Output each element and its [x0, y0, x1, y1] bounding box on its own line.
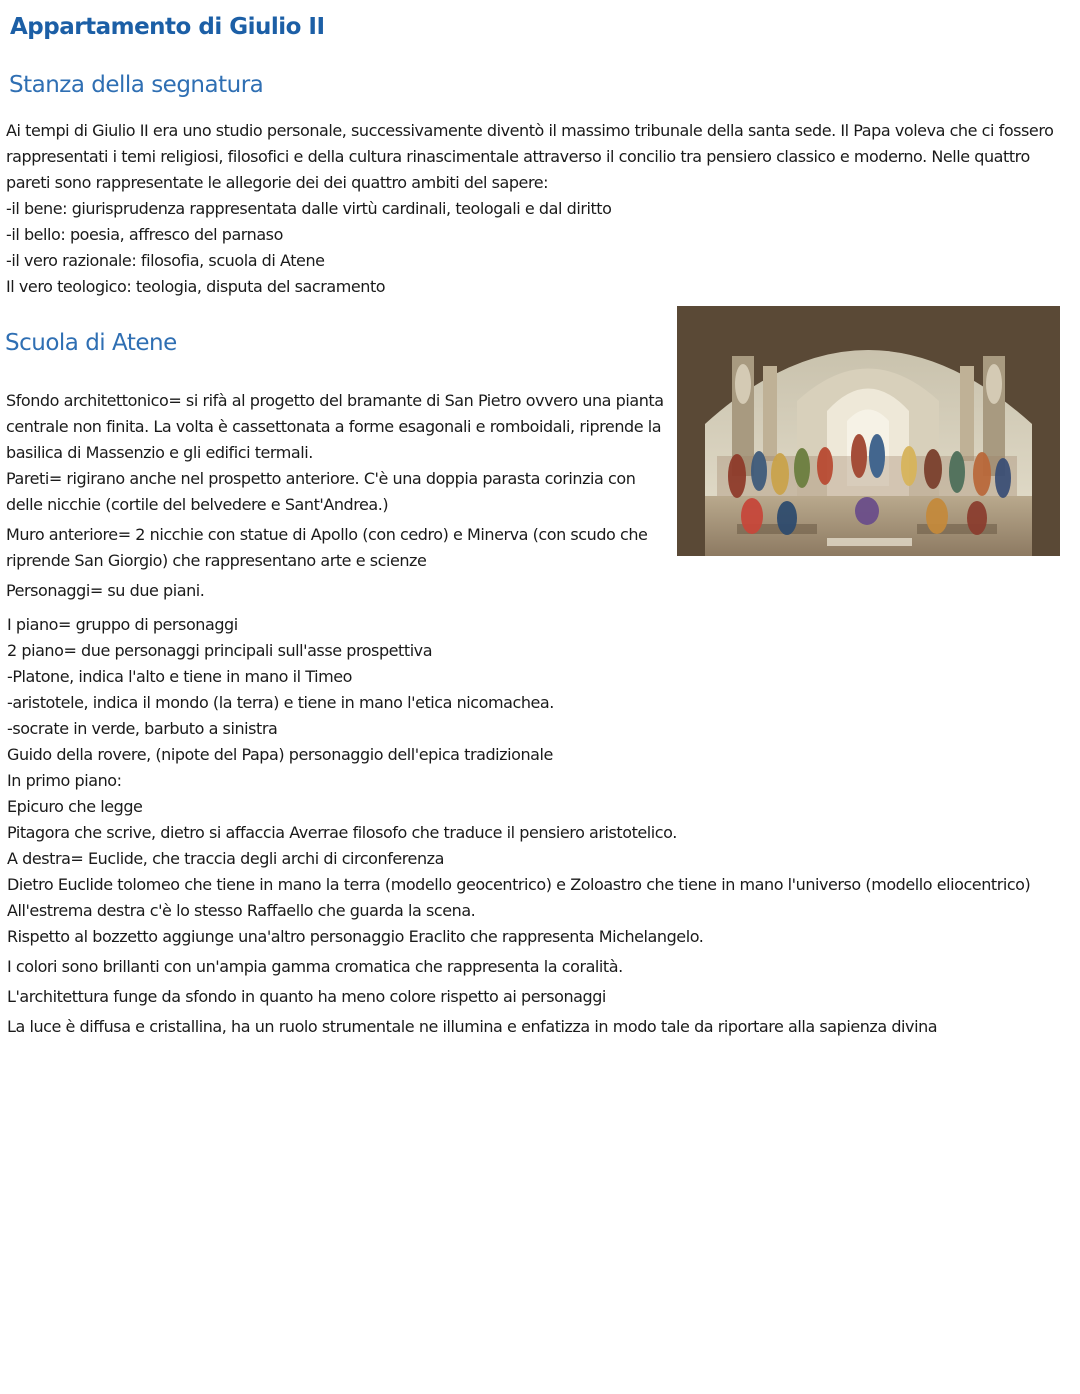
list-item: Epicuro che legge	[7, 797, 143, 816]
list-item: -il vero razionale: filosofia, scuola di Atene	[6, 251, 325, 270]
list-item: La luce è diffusa e cristallina, ha un ruolo strumentale ne illumina e enfatizza in modo tale da riportare alla sapienza divina	[7, 1017, 938, 1036]
sfondo-paragraph: Sfondo architettonico= si rifà al progetto del bramante di San Pietro ovvero una pianta centrale non finita. La volta è cassettonata a forme esagonali e romboidali, riprende la basilica di Massenzio e gli edifici termali.	[6, 391, 664, 462]
list-item: Pitagora che scrive, dietro si affaccia Averrae filosofo che traduce il pensiero aristotelico.	[7, 823, 677, 842]
page-title: Appartamento di Giulio II	[10, 14, 325, 40]
list-item: -il bello: poesia, affresco del parnaso	[6, 225, 283, 244]
personaggi-paragraph: Personaggi= su due piani.	[6, 581, 205, 600]
list-item: In primo piano:	[7, 771, 122, 790]
stanza-text-block	[6, 118, 1066, 300]
list-item: L'architettura funge da sfondo in quanto ha meno colore rispetto ai personaggi	[7, 987, 606, 1006]
list-item: Guido della rovere, (nipote del Papa) personaggio dell'epica tradizionale	[7, 745, 553, 764]
list-item: I colori sono brillanti con un'ampia gamma cromatica che rappresenta la coralità.	[7, 957, 623, 976]
list-item: A destra= Euclide, che traccia degli archi di circonferenza	[7, 849, 444, 868]
list-item: -il bene: giurisprudenza rappresentata dalle virtù cardinali, teologali e dal diritto	[6, 199, 612, 218]
list-item: I piano= gruppo di personaggi	[7, 615, 238, 634]
scuola-characters-block	[7, 612, 1073, 1040]
list-item: -aristotele, indica il mondo (la terra) e tiene in mano l'etica nicomachea.	[7, 693, 554, 712]
list-item: 2 piano= due personaggi principali sull'asse prospettiva	[7, 641, 433, 660]
stanza-intro-paragraph: Ai tempi di Giulio II era uno studio personale, successivamente diventò il massimo tribunale della santa sede. Il Papa voleva che ci fossero rappresentati i temi religiosi, filosofici e della cultura rinascimentale attraverso il concilio tra pensiero classico e moderno. Nelle quattro pareti sono rappresentate le allegorie dei dei quattro ambiti del sapere:	[6, 121, 1054, 192]
section-heading-scuola: Scuola di Atene	[5, 330, 177, 356]
muro-paragraph: Muro anteriore= 2 nicchie con statue di Apollo (con cedro) e Minerva (con scudo che riprende San Giorgio) che rappresentano arte e scienze	[6, 525, 648, 570]
list-item: Dietro Euclide tolomeo che tiene in mano la terra (modello geocentrico) e Zoloastro che tiene in mano l'universo (modello eliocentrico)	[7, 875, 1031, 894]
list-item: All'estrema destra c'è lo stesso Raffaello che guarda la scena.	[7, 901, 476, 920]
school-of-athens-image	[677, 306, 1060, 556]
pareti-paragraph: Pareti= rigirano anche nel prospetto anteriore. C'è una doppia parasta corinzia con delle nicchie (cortile del belvedere e Sant'Andrea.)	[6, 469, 636, 514]
list-item: -Platone, indica l'alto e tiene in mano il Timeo	[7, 667, 352, 686]
section-heading-stanza: Stanza della segnatura	[9, 72, 264, 98]
scuola-architecture-block	[6, 388, 672, 604]
list-item: Il vero teologico: teologia, disputa del sacramento	[6, 277, 386, 296]
list-item: -socrate in verde, barbuto a sinistra	[7, 719, 278, 738]
list-item: Rispetto al bozzetto aggiunge una'altro personaggio Eraclito che rappresenta Michelangelo.	[7, 927, 704, 946]
